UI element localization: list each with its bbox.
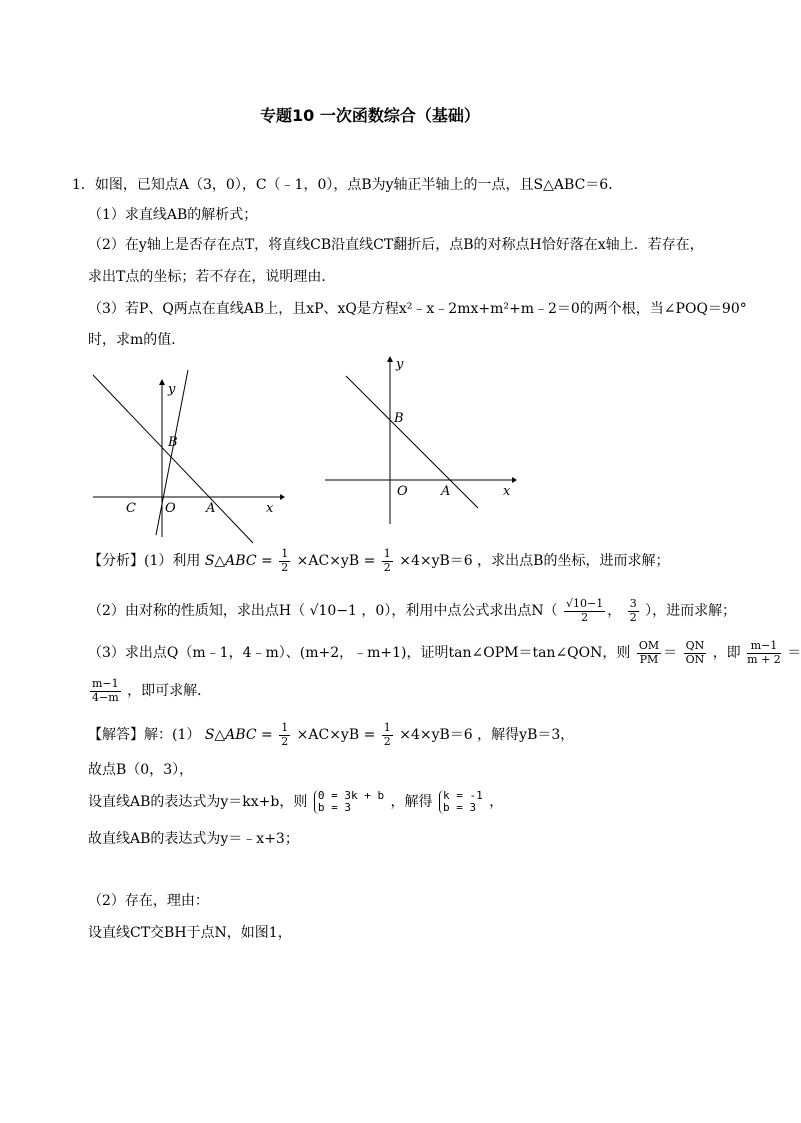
- analysis-line2-mid: ，0），利用中点公式求出点N（: [361, 603, 558, 620]
- figure-right: [320, 352, 520, 527]
- label-y: y: [396, 357, 404, 372]
- math-ac-yb: ×AC×yB =: [296, 553, 380, 570]
- math-4-yb-2: ×4×yB＝6: [399, 727, 473, 744]
- solution-line5: （2）存在，理由：: [88, 893, 209, 909]
- math-ac-yb-2: ×AC×yB =: [296, 727, 380, 744]
- label-o: O: [397, 484, 408, 499]
- y-axis-arrow: [159, 379, 165, 385]
- y-axis-arrow: [387, 356, 393, 362]
- solution-line1-post: ，解得yB＝3，: [477, 727, 575, 744]
- equation-system-2: k = -1 b = 3: [439, 790, 483, 814]
- label-x: x: [503, 484, 511, 499]
- x-axis-arrow: [512, 477, 517, 483]
- analysis-line4: [88, 678, 211, 704]
- solution-line3-post: ，: [489, 794, 504, 811]
- solution-line3: [88, 790, 503, 814]
- fraction-ny: $\frac{3}{2}$: [629, 597, 637, 624]
- fraction-m1-4m: $\frac{m-1}{4-m}$: [92, 677, 119, 704]
- solution-line1: [88, 722, 574, 748]
- x-axis-arrow: [280, 494, 285, 500]
- analysis-line4-post: ，即可求解．: [127, 683, 212, 700]
- analysis-line3: （3）求出点Q（m﹣1，4﹣m）、(m+2，﹣m+1)，证明tan∠OPM＝tan∠QON，则 $\frac{OM}{PM}$ ＝ $\frac{QN}{ON}$ ，即 $\frac{m-1}{m + 2}$ ＝: [88, 639, 801, 666]
- math-s-abc-2: S△ABC =: [204, 727, 278, 744]
- label-a: A: [441, 484, 451, 499]
- analysis-line3-post: ，即: [712, 645, 741, 662]
- solution-line3-mid: ，解得: [390, 794, 433, 811]
- line-ab: [93, 375, 253, 543]
- problem-q3-line1: （3）若P、Q两点在直线AB上，且xP、xQ是方程x²﹣x﹣2mx+m²+m﹣2＝0的两个根，当∠POQ＝90°: [88, 301, 747, 317]
- fraction-half-4: $\frac{1}{2}$: [383, 721, 391, 748]
- label-c: C: [126, 501, 136, 516]
- solution-line1-pre: 【解答】解：(1）: [88, 727, 201, 744]
- problem-q3-line2: 时，求m的值．: [88, 332, 186, 348]
- problem-stem: 1．如图，已知点A（3，0），C（﹣1，0），点B为y轴正半轴上的一点，且S△ABC＝6．: [72, 177, 623, 193]
- label-y: y: [168, 382, 176, 397]
- problem-q2-line1: （2）在y轴上是否存在点T，将直线CB沿直线CT翻折后，点B的对称点H恰好落在x轴上．若存在，: [88, 237, 704, 253]
- problem-q1: （1）求直线AB的解析式；: [88, 207, 258, 223]
- analysis-line2-pre: （2）由对称的性质知，求出点H（: [88, 603, 306, 620]
- fraction-m1-m2: $\frac{m-1}{m + 2}$: [747, 639, 781, 666]
- fraction-half: $\frac{1}{2}$: [281, 547, 289, 574]
- math-sqrt10-minus1: √10−1: [309, 603, 357, 620]
- label-b: B: [394, 411, 404, 426]
- solution-line4: 故直线AB的表达式为y＝﹣x+3；: [88, 831, 299, 847]
- label-b: B: [168, 435, 178, 450]
- analysis-line3-pre: （3）求出点Q（m﹣1，4﹣m）、(m+2，﹣m+1)，证明tan∠OPM＝tan∠QON，则: [88, 645, 631, 662]
- solution-line3-pre: 设直线AB的表达式为y＝kx+b，则: [88, 794, 308, 811]
- analysis-line3-tail: ＝: [787, 645, 801, 662]
- equation-system-1: 0 = 3k + b b = 3: [314, 790, 384, 814]
- math-4-yb: ×4×yB＝6: [399, 553, 473, 570]
- label-x: x: [266, 501, 274, 516]
- page-title: 专题10 一次函数综合（基础）: [260, 106, 480, 125]
- line-ab: [346, 376, 478, 508]
- solution-line2: 故点B（0，3），: [88, 762, 194, 778]
- solution-line6: 设直线CT交BH于点N，如图1，: [88, 925, 292, 941]
- fraction-half-3: $\frac{1}{2}$: [281, 721, 289, 748]
- fraction-nx: $\frac{√10-1}{2}$: [566, 597, 604, 624]
- analysis-line2-post: ），进而求解；: [645, 603, 737, 620]
- label-o: O: [165, 501, 176, 516]
- fraction-half-2: $\frac{1}{2}$: [383, 547, 391, 574]
- analysis-line1-pre: 【分析】(1）利用: [88, 553, 201, 570]
- fraction-om-pm: $\frac{OM}{PM}$: [638, 639, 660, 666]
- label-a: A: [206, 501, 216, 516]
- math-s-abc: S△ABC =: [204, 553, 278, 570]
- fraction-qn-on: $\frac{QN}{ON}$: [685, 639, 705, 666]
- analysis-line2: （2）由对称的性质知，求出点H（ √10−1 ，0），利用中点公式求出点N（ $\frac{√10-1}{2}$ ， $\frac{3}{2}$ ），进而求解；: [88, 597, 737, 624]
- analysis-line1: [88, 548, 669, 574]
- problem-q2-line2: 求出T点的坐标；若不存在，说明理由．: [88, 269, 336, 285]
- analysis-line1-post: ，求出点B的坐标，进而求解；: [477, 553, 670, 570]
- figure-left: [88, 365, 288, 545]
